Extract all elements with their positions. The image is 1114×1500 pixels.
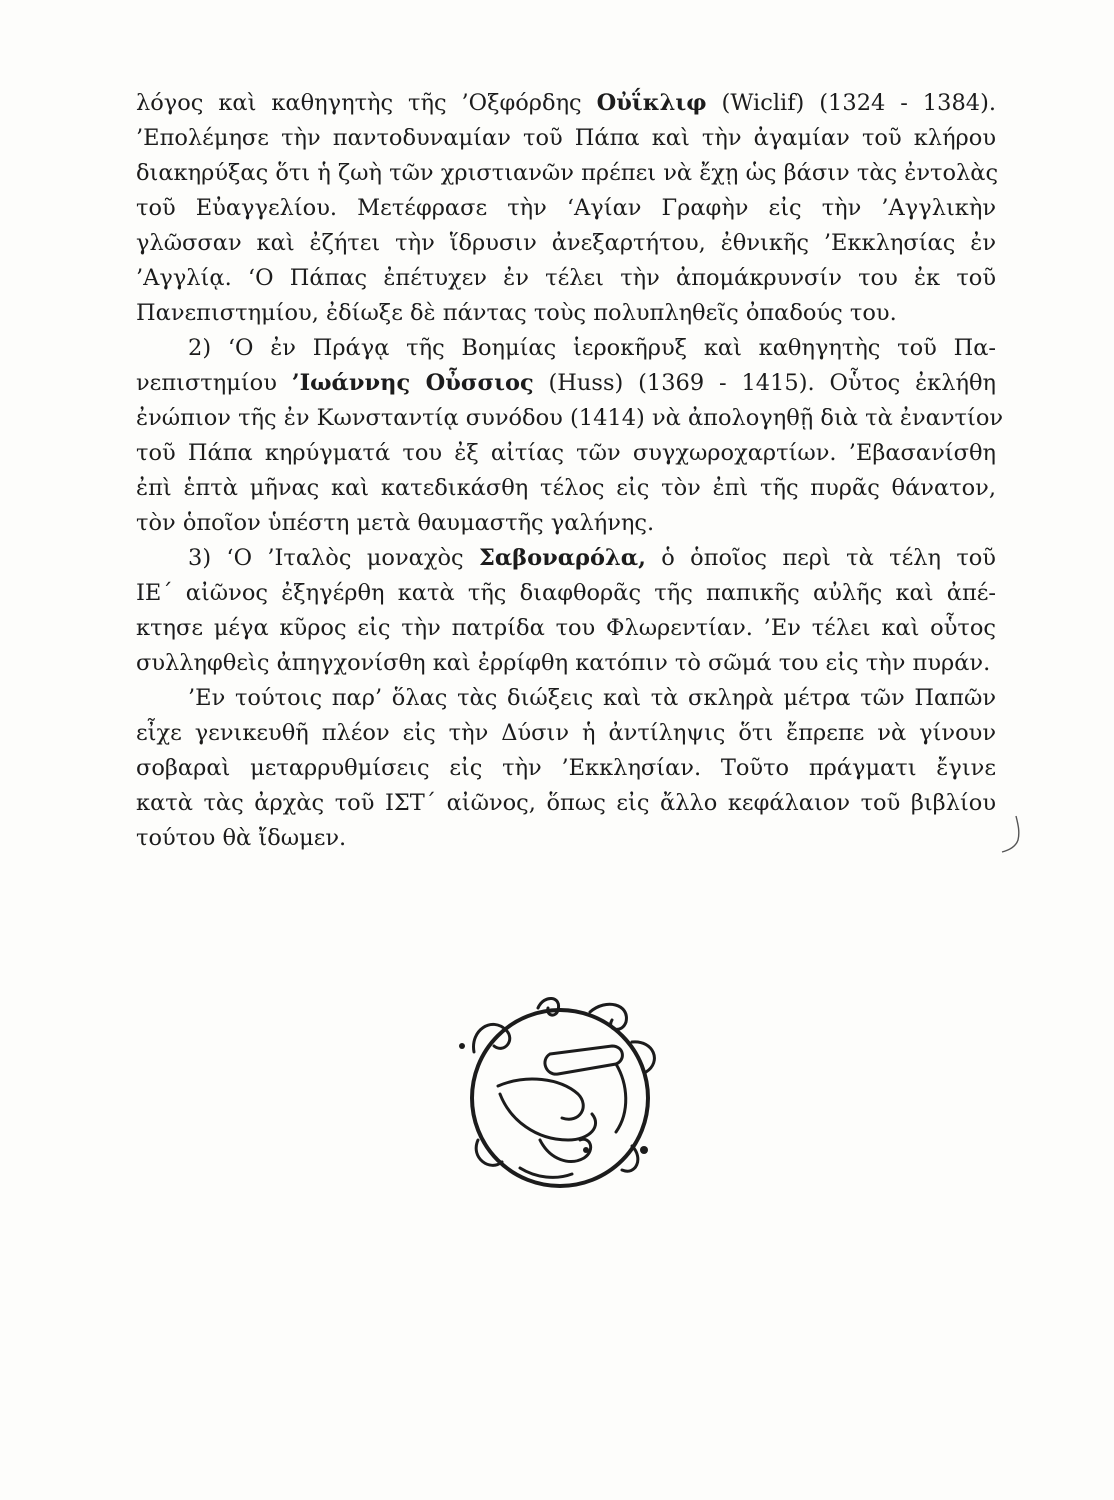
text-span: (Huss) (1369 - 1415). Οὗτος ἐκλήθη <box>533 370 996 396</box>
text-span: 3) ‘Ο ’Ιταλὸς μοναχὸς <box>188 545 479 571</box>
text-line-04: τοῦ Εὐαγγελίου. Μετέφρασε τὴν ‘Αγίαν Γραφὴν εἰς τὴν ’Αγγλικὴν <box>136 195 996 221</box>
name-huss: ’Ιωάννης Οὖσσιος <box>291 370 534 396</box>
text-line-20: σοβαραὶ μεταρρυθμίσεις εἰς τὴν ’Εκκλησίαν. Τοῦτο πράγματι ἔγινε <box>136 755 996 781</box>
text-line-16: κτησε μέγα κῦρος εἰς τὴν πατρίδα του Φλωρεντίαν. ’Εν τέλει καὶ οὗτος <box>136 615 996 641</box>
text-line-13: τὸν ὁποῖον ὑπέστη μετὰ θαυμαστῆς γαλήνης. <box>136 510 655 536</box>
page-body <box>136 86 1004 856</box>
text-line-15: ΙΕ΄ αἰῶνος ἐξηγέρθη κατὰ τῆς διαφθορᾶς τῆς παπικῆς αὐλῆς καὶ ἀπέ- <box>136 580 996 606</box>
text-line-12: ἐπὶ ἑπτὰ μῆνας καὶ κατεδικάσθη τέλος εἰς τὸν ἐπὶ τῆς πυρᾶς θάνατον, <box>136 475 996 501</box>
margin-pencil-mark <box>1000 812 1024 856</box>
name-savonarola: Σαβοναρόλα, <box>478 545 646 571</box>
text-line-05: γλῶσσαν καὶ ἐζήτει τὴν ἵδρυσιν ἀνεξαρτήτου, ἐθνικῆς ’Εκκλησίας ἐν <box>136 230 996 256</box>
text-line-21: κατὰ τὰς ἀρχὰς τοῦ ΙΣΤ΄ αἰῶνος, ὅπως εἰς ἄλλο κεφάλαιον τοῦ βιβλίου <box>136 790 996 816</box>
text-span: νεπιστημίου <box>136 370 292 396</box>
text-line-09 <box>136 366 996 401</box>
text-line-08: 2) ‘Ο ἐν Πράγᾳ τῆς Βοημίας ἱεροκῆρυξ καὶ καθηγητὴς τοῦ Πα- <box>188 335 996 361</box>
text-line-01 <box>136 86 996 121</box>
text-line-14 <box>136 541 996 576</box>
text-line-17: συλληφθεὶς ἀπηγχονίσθη καὶ ἐρρίφθη κατόπιν τὸ σῶμά του εἰς τὴν πυράν. <box>136 650 991 676</box>
text-line-19: εἶχε γενικευθῆ πλέον εἰς τὴν Δύσιν ἡ ἀντίληψις ὅτι ἔπρεπε νὰ γίνουν <box>136 720 996 746</box>
text-span: (Wiclif) (1324 - 1384). <box>706 90 996 116</box>
text-line-06: ’Αγγλίᾳ. ‘Ο Πάπας ἐπέτυχεν ἐν τέλει τὴν ἀπομάκρυνσίν του ἐκ τοῦ <box>136 265 996 291</box>
name-wiclif: Οὐΐκλιφ <box>596 90 707 116</box>
text-line-22: τούτου θὰ ἴδωμεν. <box>136 825 347 851</box>
text-line-11: τοῦ Πάπα κηρύγματά του ἐξ αἰτίας τῶν συγχωροχαρτίων. ’Εβασανίσθη <box>136 440 996 466</box>
text-line-03: διακηρύξας ὅτι ἡ ζωὴ τῶν χριστιανῶν πρέπει νὰ ἔχῃ ὡς βάσιν τὰς ἐντολὰς <box>136 160 999 186</box>
text-line-02: ’Επολέμησε τὴν παντοδυναμίαν τοῦ Πάπα καὶ τὴν ἀγαμίαν τοῦ κλήρου <box>136 125 996 151</box>
text-line-07: Πανεπιστημίου, ἐδίωξε δὲ πάντας τοὺς πολυπληθεῖς ὀπαδούς του. <box>136 300 897 326</box>
text-line-18: ’Εν τούτοις παρ’ ὅλας τὰς διώξεις καὶ τὰ σκληρὰ μέτρα τῶν Παπῶν <box>188 685 996 711</box>
text-line-10: ἐνώπιον τῆς ἐν Κωνσταντίᾳ συνόδου (1414) νὰ ἀπολογηθῇ διὰ τὰ ἐναντίον <box>136 405 1004 431</box>
scroll-vignette-icon <box>440 990 680 1190</box>
text-span: ὁ ὁποῖος περὶ τὰ τέλη τοῦ <box>645 545 996 571</box>
text-span: λόγος καὶ καθηγητὴς τῆς ’Οξφόρδης <box>136 90 597 116</box>
